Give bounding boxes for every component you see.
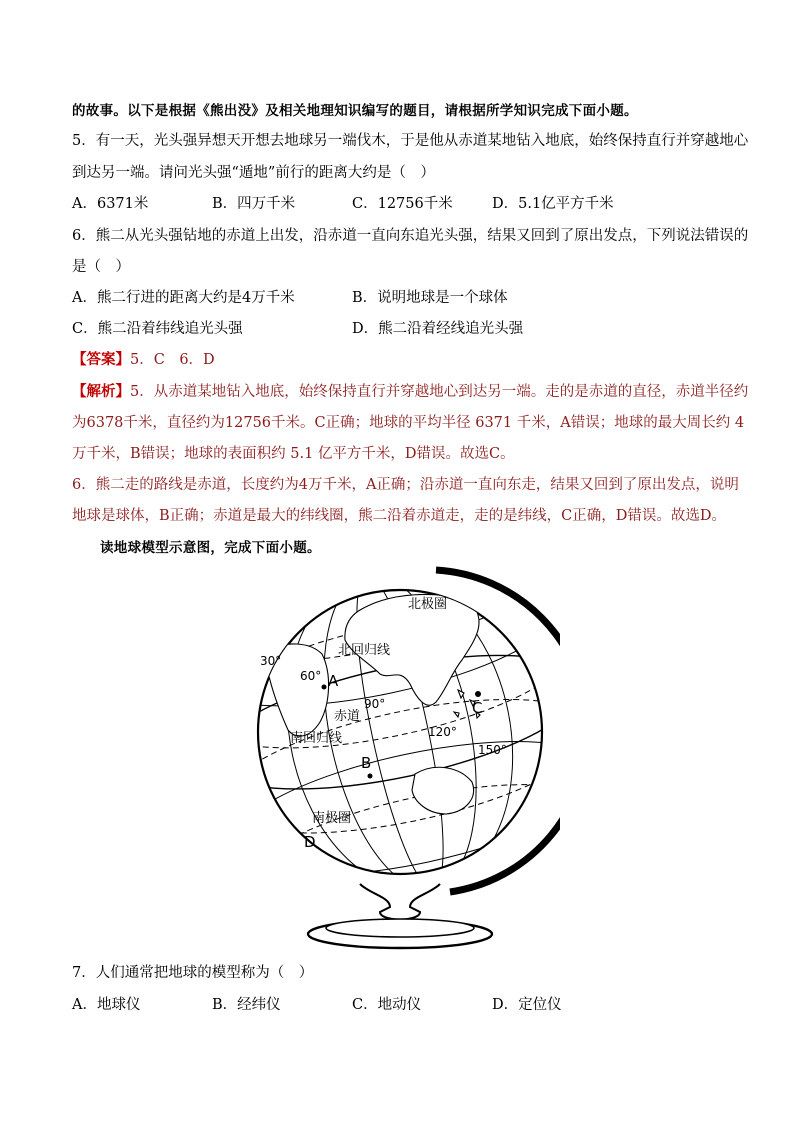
label-lon-60: 60° [300, 669, 322, 683]
analysis-line3: 万千米，B错误；地球的表面积约 5.1 亿平方千米，D错误。故选C。 [72, 446, 515, 462]
q6-option-d[interactable]: D．熊二沿着经线追光头强 [352, 321, 524, 337]
question-7-line1: 7．人们通常把地球的模型称为（ ） [72, 965, 314, 981]
label-antarctic-circle: 南极圈 [312, 811, 352, 826]
question-5-line2: 到达另一端。请问光头强“遁地”前行的距离大约是（ ） [72, 165, 435, 181]
label-lon-120: 120° [428, 725, 457, 739]
point-a-marker [322, 685, 327, 690]
analysis-tag: 【解析】 [72, 383, 130, 400]
q5-option-a[interactable]: A．6371米 [72, 196, 149, 212]
analysis-line5: 地球是球体，B正确；赤道是最大的纬线圈，熊二沿着赤道走，走的是纬线，C正确，D错误。故选D。 [72, 508, 726, 524]
globe-figure [240, 562, 560, 954]
q7-option-b[interactable]: B．经纬仪 [212, 997, 281, 1013]
analysis-text-1: 5．从赤道某地钻入地底，始终保持直行并穿越地心到达另一端。走的是赤道的直径，赤道半径约 [130, 384, 749, 400]
label-tropic-capricorn: 南回归线 [290, 731, 343, 746]
q6-option-c[interactable]: C．熊二沿着纬线追光头强 [72, 321, 243, 337]
label-equator: 赤道 [334, 709, 361, 724]
label-point-a: A [328, 672, 339, 690]
analysis-line1 [72, 382, 748, 402]
label-point-d: D [304, 833, 316, 851]
analysis-line4: 6．熊二走的路线是赤道，长度约为4万千米，A正确；沿赤道一直向东走，结果又回到了原出发点，说明 [72, 477, 739, 493]
label-point-c: C [472, 699, 483, 717]
q7-option-a[interactable]: A．地球仪 [72, 997, 141, 1013]
globe-stem [360, 884, 440, 920]
q7-option-d[interactable]: D．定位仪 [492, 997, 562, 1013]
label-lon-30: 30° [260, 654, 282, 668]
answer-tag: 【答案】 [72, 351, 130, 368]
analysis-line2: 为6378千米，直径约为12756千米。C正确；地球的平均半径 6371 千米，A错误；地球的最大周长约 4 [72, 415, 745, 431]
question-6-line2: 是（ ） [72, 259, 130, 275]
question-5-line1: 5．有一天，光头强异想天开想去地球另一端伐木，于是他从赤道某地钻入地底，始终保持直行并穿越地心 [72, 133, 749, 149]
figure-intro: 读地球模型示意图，完成下面小题。 [100, 540, 321, 556]
question-6-line1: 6．熊二从光头强钻地的赤道上出发，沿赤道一直向东追光头强，结果又回到了原出发点，下列说法错误的 [72, 228, 749, 244]
q7-option-c[interactable]: C．地动仪 [352, 997, 422, 1013]
answer-text: 5．C 6．D [130, 352, 215, 368]
label-lon-90: 90° [364, 697, 386, 711]
intro-text: 的故事。以下是根据《熊出没》及相关地理知识编写的题目，请根据所学知识完成下面小题。 [72, 103, 638, 119]
q5-option-b[interactable]: B．四万千米 [212, 196, 296, 212]
q5-option-d[interactable]: D．5.1亿平方千米 [492, 196, 614, 212]
q6-option-a[interactable]: A．熊二行进的距离大约是4万千米 [72, 290, 295, 306]
label-arctic-circle: 北极圈 [408, 597, 448, 612]
q6-option-b[interactable]: B．说明地球是一个球体 [352, 290, 508, 306]
point-c-marker [475, 691, 481, 697]
point-b-marker [368, 774, 373, 779]
q5-option-c[interactable]: C．12756千米 [352, 196, 453, 212]
label-point-b: B [361, 754, 372, 772]
label-tropic-cancer: 北回归线 [338, 643, 391, 658]
label-lon-150: 150° [478, 743, 507, 757]
answer-line [72, 350, 215, 370]
